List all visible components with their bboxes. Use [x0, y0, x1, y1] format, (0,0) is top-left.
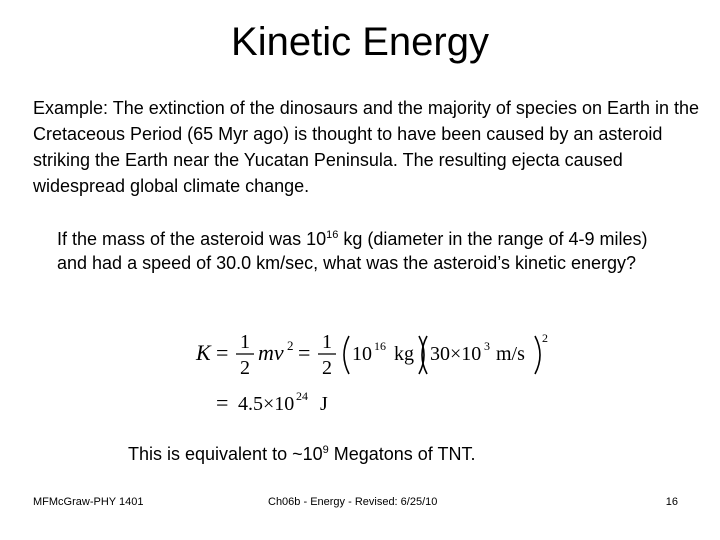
- footer-page-number: 16: [665, 496, 678, 508]
- kinetic-energy-equation: [190, 326, 560, 418]
- example-paragraph: Example: The extinction of the dinosaurs and the majority of species on Earth in the Cretaceous Period (65 Myr ago) is thought to have been caused by an asteroid striking the Earth near the Yucatan Peninsula. The resulting ejecta caused widespread global climate change.: [33, 98, 700, 196]
- eq-outer-exponent: 2: [542, 331, 548, 345]
- eq-speed-exponent: 3: [484, 339, 490, 353]
- footer-chapter: Ch06b - Energy - Revised: 6/25/10: [268, 496, 438, 508]
- eq-frac1-denominator: 2: [240, 357, 250, 379]
- eq-mv: mv: [258, 340, 284, 365]
- equivalence-text-end: Megatons of TNT.: [328, 444, 476, 464]
- eq-result-exponent: 24: [296, 389, 308, 403]
- eq-speed: 30×10: [430, 343, 482, 365]
- eq-result: 4.5×10: [238, 393, 295, 415]
- question-text-end: kg (diameter in the range of 4-9 miles) and had a speed of 30.0 km/sec, what was the asteroid’s kinetic energy?: [57, 229, 648, 273]
- eq-paren-close-2: [535, 336, 540, 374]
- question-mass-exponent: 16: [326, 229, 339, 241]
- eq-mass-exponent: 16: [374, 339, 386, 353]
- eq-equals-1: =: [216, 340, 229, 365]
- eq-v-squared: 2: [287, 338, 294, 353]
- eq-result-unit: J: [320, 393, 328, 415]
- question-text-start: If the mass of the asteroid was 10: [57, 229, 327, 249]
- eq-equals-3: =: [216, 390, 229, 415]
- eq-frac2-numerator: 1: [322, 331, 332, 353]
- equivalence-exponent: 9: [322, 444, 329, 456]
- eq-paren-open-1: [344, 336, 349, 374]
- eq-speed-unit: m/s: [496, 343, 525, 365]
- footer-course: MFMcGraw-PHY 1401: [33, 496, 144, 508]
- eq-mass-base: 10: [352, 343, 372, 365]
- equivalence-text-start: This is equivalent to ~10: [128, 444, 323, 464]
- eq-frac1-numerator: 1: [240, 331, 250, 353]
- eq-mass-unit: kg: [394, 343, 414, 365]
- eq-frac2-denominator: 2: [322, 357, 332, 379]
- eq-equals-2: =: [298, 340, 311, 365]
- question-paragraph: [57, 227, 657, 275]
- eq-lhs-k: K: [196, 340, 211, 365]
- equivalence-statement: [128, 442, 475, 466]
- slide-title: Kinetic Energy: [231, 20, 489, 64]
